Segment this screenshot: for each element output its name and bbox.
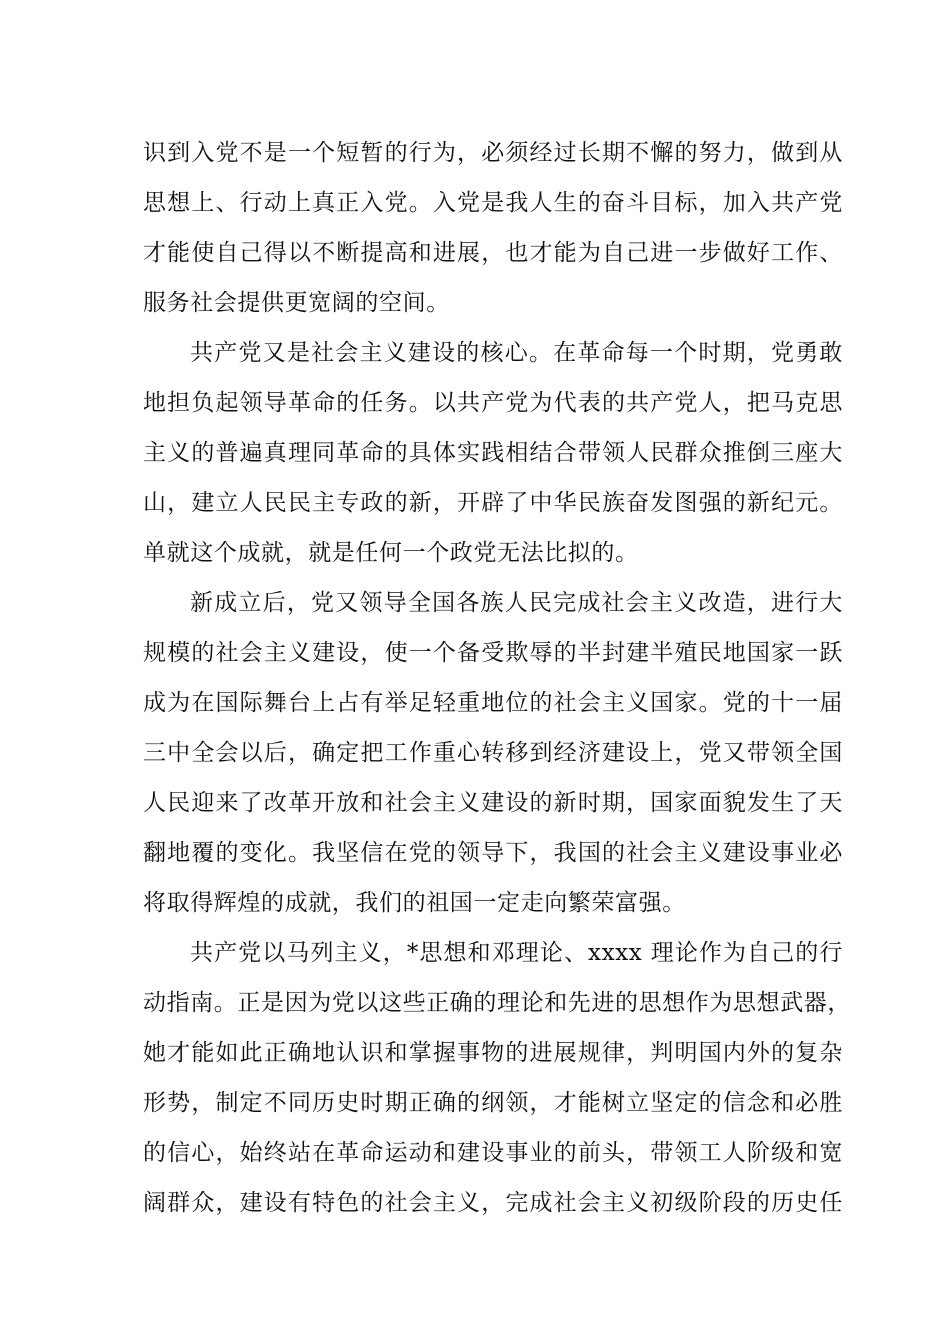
text-line: 的信心，始终站在革命运动和建设事业的前头，带领工人阶级和宽 bbox=[143, 1140, 843, 1166]
paragraph-first-line: 共产党又是社会主义建设的核心。在革命每一个时期，党勇敢 bbox=[190, 340, 843, 366]
text-line: 三中全会以后，确定把工作重心转移到经济建设上，党又带领全国 bbox=[143, 740, 843, 766]
text-line: 将取得辉煌的成就，我们的祖国一定走向繁荣富强。 bbox=[143, 890, 686, 916]
text-line: 山，建立人民民主专政的新，开辟了中华民族奋发图强的新纪元。 bbox=[143, 490, 843, 516]
text-line: 人民迎来了改革开放和社会主义建设的新时期，国家面貌发生了天 bbox=[143, 790, 843, 816]
text-line: 阔群众，建设有特色的社会主义，完成社会主义初级阶段的历史任 bbox=[143, 1190, 843, 1216]
text-line: 成为在国际舞台上占有举足轻重地位的社会主义国家。党的十一届 bbox=[143, 690, 843, 716]
text-line: 翻地覆的变化。我坚信在党的领导下，我国的社会主义建设事业必 bbox=[143, 840, 843, 866]
text-line: 规模的社会主义建设，使一个备受欺辱的半封建半殖民地国家一跃 bbox=[143, 640, 843, 666]
text-line: 形势，制定不同历史时期正确的纲领，才能树立坚定的信念和必胜 bbox=[143, 1090, 843, 1116]
text-line: 思想上、行动上真正入党。入党是我人生的奋斗目标，加入共产党 bbox=[143, 190, 843, 216]
text-line: 服务社会提供更宽阔的空间。 bbox=[143, 290, 450, 316]
text-line: 单就这个成就，就是任何一个政党无法比拟的。 bbox=[143, 540, 639, 566]
paragraph-first-line: 新成立后，党又领导全国各族人民完成社会主义改造，进行大 bbox=[190, 590, 843, 616]
text-line: 动指南。正是因为党以这些正确的理论和先进的思想作为思想武器， bbox=[143, 990, 851, 1016]
paragraph-first-line: 共产党以马列主义，*思想和邓理论、xxxx 理论作为自己的行 bbox=[190, 940, 843, 966]
text-line: 才能使自己得以不断提高和进展，也才能为自己进一步做好工作、 bbox=[143, 240, 843, 266]
text-line: 主义的普遍真理同革命的具体实践相结合带领人民群众推倒三座大 bbox=[143, 440, 843, 466]
text-line: 识到入党不是一个短暂的行为，必须经过长期不懈的努力，做到从 bbox=[143, 140, 843, 166]
text-line: 她才能如此正确地认识和掌握事物的进展规律，判明国内外的复杂 bbox=[143, 1040, 843, 1066]
text-line: 地担负起领导革命的任务。以共产党为代表的共产党人，把马克思 bbox=[143, 390, 843, 416]
